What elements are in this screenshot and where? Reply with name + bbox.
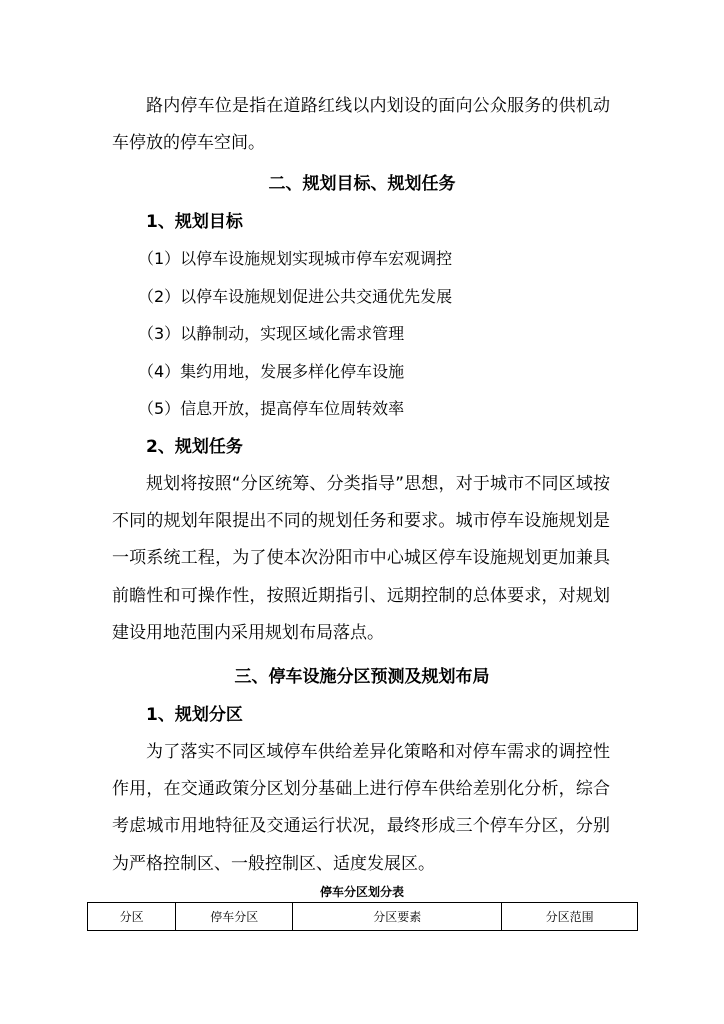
table-caption: 停车分区划分表 bbox=[319, 885, 404, 899]
goal-item-4: （4）集约用地，发展多样化停车设施 bbox=[138, 362, 405, 381]
section-2-heading: 二、规划目标、规划任务 bbox=[268, 174, 456, 194]
tasks-paragraph: 规划将按照“分区统筹、分类指导”思想，对于城市不同区域按不同的规划年限提出不同的规划任务和要求。城市停车设施规划是一项系统工程，为了使本次汾阳市中心城区停车设施规划更加兼具前瞻性和可操作性，按照近期指引、远期控制的总体要求，对规划建设用地范围内采用规划布局落点。 bbox=[112, 474, 610, 643]
parking-zone-table bbox=[87, 902, 638, 931]
goals-heading: 1、规划目标 bbox=[146, 212, 243, 232]
goal-item-3: （3）以静制动，实现区域化需求管理 bbox=[138, 324, 405, 343]
tasks-heading: 2、规划任务 bbox=[146, 437, 243, 457]
zoning-paragraph: 为了落实不同区域停车供给差异化策略和对停车需求的调控性作用，在交通政策分区划分基础上进行停车供给差别化分析，综合考虑城市用地特征及交通运行状况，最终形成三个停车分区，分别为严格控制区、一般控制区、适度发展区。 bbox=[112, 742, 610, 874]
intro-paragraph: 路内停车位是指在道路红线以内划设的面向公众服务的供机动车停放的停车空间。 bbox=[112, 96, 610, 154]
goal-item-5: （5）信息开放，提高停车位周转效率 bbox=[138, 399, 405, 418]
table-header-cell: 分区范围 bbox=[502, 903, 638, 931]
goal-item-1: （1）以停车设施规划实现城市停车宏观调控 bbox=[138, 249, 453, 268]
section-3-heading: 三、停车设施分区预测及规划布局 bbox=[234, 667, 490, 687]
table-header-row bbox=[88, 903, 638, 931]
table-header-cell: 分区 bbox=[88, 903, 176, 931]
table-header-cell: 停车分区 bbox=[176, 903, 293, 931]
zoning-heading: 1、规划分区 bbox=[146, 705, 243, 725]
goal-item-2: （2）以停车设施规划促进公共交通优先发展 bbox=[138, 287, 453, 306]
table-header-cell: 分区要素 bbox=[293, 903, 502, 931]
